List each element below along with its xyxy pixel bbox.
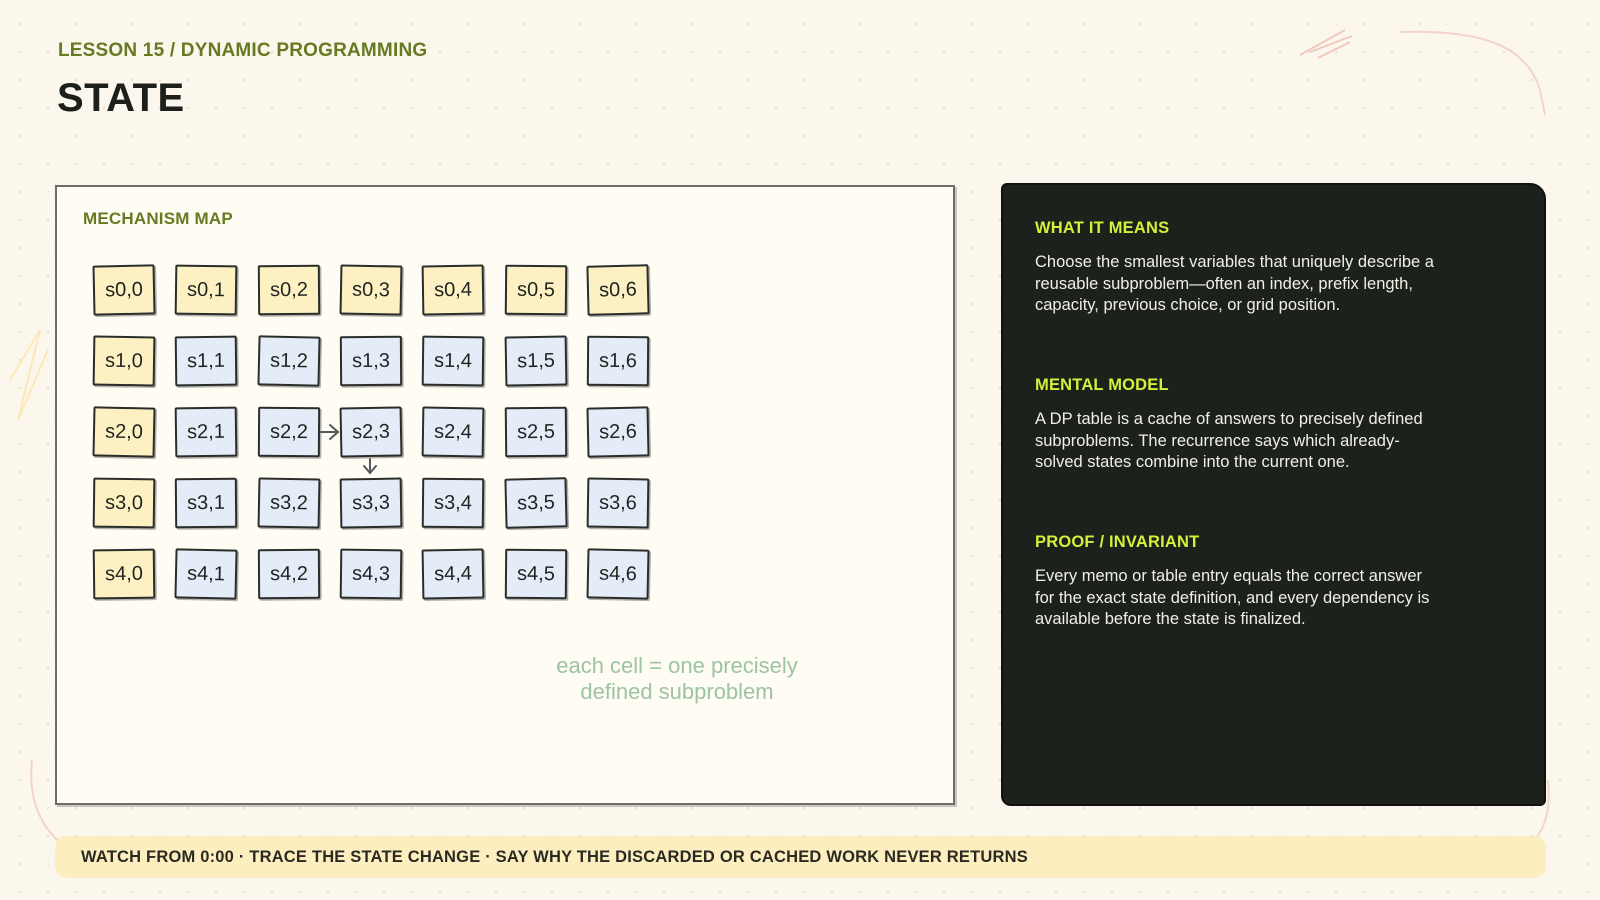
- state-cell: s0,5: [504, 265, 567, 316]
- state-cell: s3,1: [175, 478, 237, 529]
- state-cell: s2,5: [504, 407, 567, 458]
- explanation-panel: [1001, 183, 1546, 806]
- state-cell: s1,5: [504, 335, 567, 386]
- arrow-right-icon: [321, 425, 338, 439]
- state-cell: s4,4: [422, 548, 485, 599]
- arrow-down-icon: [364, 459, 376, 473]
- state-cell: s2,4: [422, 407, 485, 458]
- section-body: A DP table is a cache of answers to precisely defined subproblems. The recurrence says which already-solved states combine into the current one.: [1035, 410, 1423, 471]
- section-heading: WHAT IT MEANS: [1035, 219, 1170, 237]
- state-cell: s3,6: [586, 478, 649, 529]
- section-heading: PROOF / INVARIANT: [1035, 533, 1200, 551]
- state-cell: s0,0: [92, 264, 155, 315]
- state-cell: s3,2: [257, 477, 320, 528]
- state-cell: s2,3: [339, 406, 402, 457]
- state-cell: s0,3: [339, 264, 402, 315]
- state-cell: s4,3: [340, 549, 403, 600]
- instruction-text: WATCH FROM 0:00 · TRACE THE STATE CHANGE · SAY WHY THE DISCARDED OR CACHED WORK NEVER RETURNS: [81, 847, 1028, 866]
- mechanism-map-title: MECHANISM MAP: [83, 209, 233, 228]
- state-cell: s0,6: [586, 264, 649, 315]
- state-cell: s0,4: [422, 265, 485, 316]
- state-cell: s3,3: [340, 478, 403, 529]
- section-body: Every memo or table entry equals the correct answer for the exact state definition, and every dependency is available before the state is finalized.: [1035, 567, 1430, 628]
- instruction-bar: [55, 836, 1546, 878]
- state-cell: s1,2: [257, 335, 320, 386]
- state-cell: s1,6: [587, 336, 649, 387]
- state-cell: s4,0: [93, 549, 156, 600]
- section-proof-invariant: [1035, 533, 1435, 631]
- state-cell: s4,2: [257, 549, 319, 599]
- state-cell: s3,5: [504, 477, 567, 528]
- state-cell: s2,1: [175, 407, 238, 458]
- section-mental-model: [1035, 376, 1435, 474]
- state-cell: s3,0: [93, 478, 156, 529]
- section-body: Choose the smallest variables that uniquely describe a reusable subproblem—often an index, prefix length, capacity, previous choice, or grid position.: [1035, 253, 1434, 314]
- state-cell: s4,5: [504, 549, 566, 600]
- state-cell: s0,1: [175, 265, 238, 316]
- state-cell: s2,2: [257, 407, 319, 457]
- state-cell: s2,0: [92, 406, 155, 457]
- section-heading: MENTAL MODEL: [1035, 376, 1169, 394]
- state-cell: s1,3: [340, 336, 402, 386]
- section-what-it-means: [1035, 219, 1435, 317]
- state-cell: s1,0: [93, 336, 156, 387]
- page-title: STATE: [57, 76, 185, 120]
- mechanism-map-panel: [55, 185, 955, 805]
- state-cell: s4,6: [586, 548, 649, 599]
- state-cell: s0,2: [257, 265, 319, 316]
- map-caption: each cell = one precisely defined subproblem: [556, 653, 798, 704]
- state-cell: s1,4: [422, 336, 485, 387]
- state-cell: s1,1: [175, 336, 238, 387]
- state-cell: s2,6: [586, 406, 649, 457]
- state-cell: s4,1: [175, 548, 238, 599]
- lesson-kicker: LESSON 15 / DYNAMIC PROGRAMMING: [58, 40, 428, 61]
- dependency-arrows: [57, 187, 957, 807]
- state-cell: s3,4: [422, 478, 485, 529]
